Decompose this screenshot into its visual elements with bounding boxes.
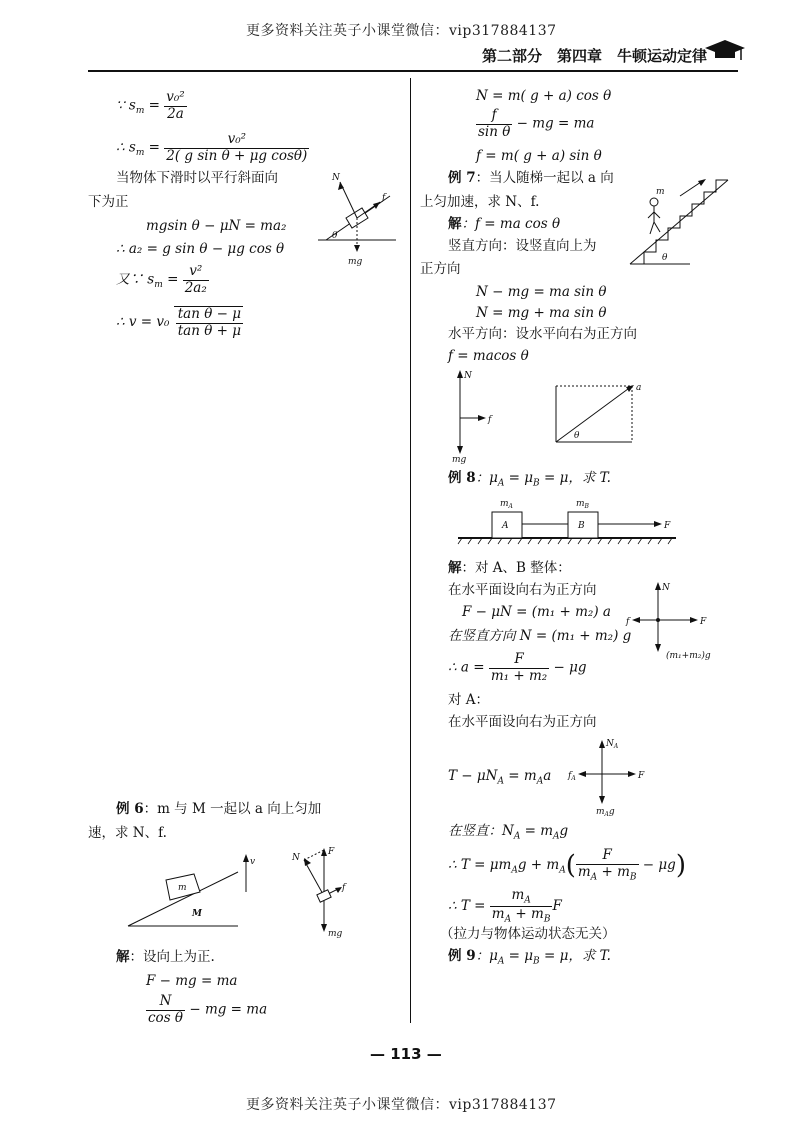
formula-r9: f = macos θ [448, 348, 529, 364]
stacked-blocks-incline-diagram [128, 852, 258, 932]
text-for-a: 对 A： [448, 692, 490, 708]
svg-text:m: m [178, 883, 187, 893]
svg-text:F: F [638, 771, 645, 781]
formula-r19: ∴ T = $\frac{m_A}{m_A + m_B}$ F [448, 887, 562, 925]
column-divider [410, 78, 411, 1023]
svg-text:mg: mg [348, 257, 363, 267]
example-8: 例 8：$\mu_A = \mu_B = \mu$，求 T. [448, 470, 611, 489]
example-6-line2: 速，求 N、f. [88, 825, 167, 841]
svg-text:v: v [250, 857, 256, 867]
svg-text:fA: $f_A$ [568, 771, 576, 782]
force-diagram-whole [626, 580, 716, 660]
formula-r17: 在竖直：$N_A = m_Ag$ [448, 823, 569, 842]
svg-text:m: m [656, 187, 665, 197]
chapter-header-title: 第二部分 第四章 牛顿运动定律 [482, 47, 708, 65]
formula-r13: ∴ a = $\frac{F}{\text{m₁ + m₂}}$ − μg [448, 651, 587, 684]
svg-text:a: a [636, 383, 642, 393]
force-diagram-example-7 [452, 368, 502, 465]
formula-r3: f = m( g + a) sin θ [476, 148, 602, 164]
svg-text:mg: mg [452, 455, 467, 465]
svg-text:F: F [664, 521, 671, 531]
page-number: — 113 — [370, 1045, 442, 1063]
solution-7: 解：f = ma cos θ [448, 216, 561, 232]
svg-text:(m₁+m₂)g: (m₁+m₂)g [666, 651, 711, 661]
text-slide-down: 当物体下滑时以平行斜面向 [116, 170, 278, 186]
text-horizontal-positive-a: 在水平面设向右为正方向 [448, 714, 597, 730]
force-diagram-example-6 [292, 846, 362, 939]
incline-block-diagram [318, 168, 398, 268]
text-vertical-dir: 竖直方向：设竖直向上为 [448, 238, 597, 254]
formula-ma2: mgsin θ − μN = ma₂ [146, 218, 287, 234]
example-7: 例 7：当人随梯一起以 a 向 [448, 170, 614, 186]
solution-8: 解：对 A、B 整体： [448, 560, 571, 576]
svg-text:NA: $N_A$ [606, 739, 619, 750]
formula-r16: $T - \mu N_A = m_Aa$ [448, 768, 552, 787]
two-blocks-diagram [458, 494, 688, 544]
solution-6: 解：设向上为正. [116, 949, 215, 965]
text-positive-dir: 正方向 [420, 261, 461, 277]
svg-text:F: F [700, 617, 707, 627]
graduation-cap-icon [705, 38, 745, 62]
example-7-line2: 上匀加速，求 N、f. [420, 194, 540, 210]
acceleration-decomposition-diagram [548, 380, 648, 450]
svg-text:f: f [342, 883, 346, 893]
svg-text:F: F [328, 847, 335, 857]
example-6: 例 6：m 与 M 一起以 a 向上匀加 [116, 801, 322, 817]
svg-text:θ: θ [332, 231, 338, 241]
formula-n-cos: $\frac{N}{\text{cos θ}}$ − mg = ma [148, 993, 268, 1026]
formula-r12: 在竖直方向 N = (m₁ + m₂) g [448, 628, 632, 644]
formula-r6: N − mg = ma sin θ [476, 284, 607, 300]
svg-text:mg: mg [328, 929, 343, 939]
formula-r11: F − μN = (m₁ + m₂) a [462, 604, 611, 620]
formula-r2: $\frac{f}{\text{sin θ}}$ − mg = ma [478, 107, 595, 140]
force-diagram-a [568, 736, 648, 816]
svg-text:N: N [292, 853, 300, 863]
formula-v: ∴ v = v₀ $\frac{\text{tan θ − μ}}{\text{tan θ + μ}}$ [116, 306, 242, 339]
formula-r18: ∴ $T = \mu m_Ag + m_A$( $\frac{F}{m_A + m_B}$ − μg) [448, 847, 686, 883]
text-positive-down: 下为正 [88, 194, 129, 210]
svg-text:f: f [382, 193, 386, 203]
note-tension-independent: （拉力与物体运动状态无关） [440, 926, 616, 942]
text-horizontal-dir: 水平方向：设水平向右为正方向 [448, 326, 637, 342]
svg-text:θ: θ [662, 253, 668, 263]
formula-sm-1: ∵ $s_m$ = $\frac{\text{v₀²}}{2a}$ [116, 89, 185, 122]
text-horizontal-positive: 在水平面设向右为正方向 [448, 582, 597, 598]
svg-text:N: N [662, 583, 670, 593]
svg-text:M: M [192, 909, 202, 919]
formula-r1: N = m( g + a) cos θ [476, 88, 612, 104]
formula-a2: ∴ a₂ = g sin θ − μg cos θ [116, 241, 285, 257]
svg-text:mA: $m_A$ [500, 499, 513, 510]
header-rule [88, 70, 738, 72]
svg-text:f: f [626, 617, 630, 627]
svg-text:mAg: $m_Ag$ [596, 807, 615, 818]
formula-sm-2: ∴ $s_m$ = $\frac{\text{v₀²}}{\text{2( g sin θ + μg cosθ)}}$ [116, 131, 308, 164]
svg-text:N: N [332, 173, 340, 183]
formula-r7: N = mg + ma sin θ [476, 305, 607, 321]
svg-text:A: A [502, 521, 509, 531]
svg-text:f: f [488, 415, 492, 425]
escalator-diagram [630, 172, 740, 267]
formula-sm-3: 又∵ $s_m$ = $\frac{\text{v²}}{\text{2a₂}}$ [116, 263, 207, 296]
example-9: 例 9：$\mu_A = \mu_B = \mu$，求 T. [448, 948, 611, 967]
top-watermark: 更多资料关注英子小课堂微信：vip317884137 [246, 23, 557, 39]
bottom-watermark: 更多资料关注英子小课堂微信：vip317884137 [246, 1097, 557, 1113]
formula-f-mg: F − mg = ma [146, 973, 238, 989]
svg-text:mB: $m_B$ [576, 499, 589, 510]
svg-text:θ: θ [574, 431, 580, 441]
svg-text:B: B [578, 521, 585, 531]
svg-text:N: N [464, 371, 472, 381]
